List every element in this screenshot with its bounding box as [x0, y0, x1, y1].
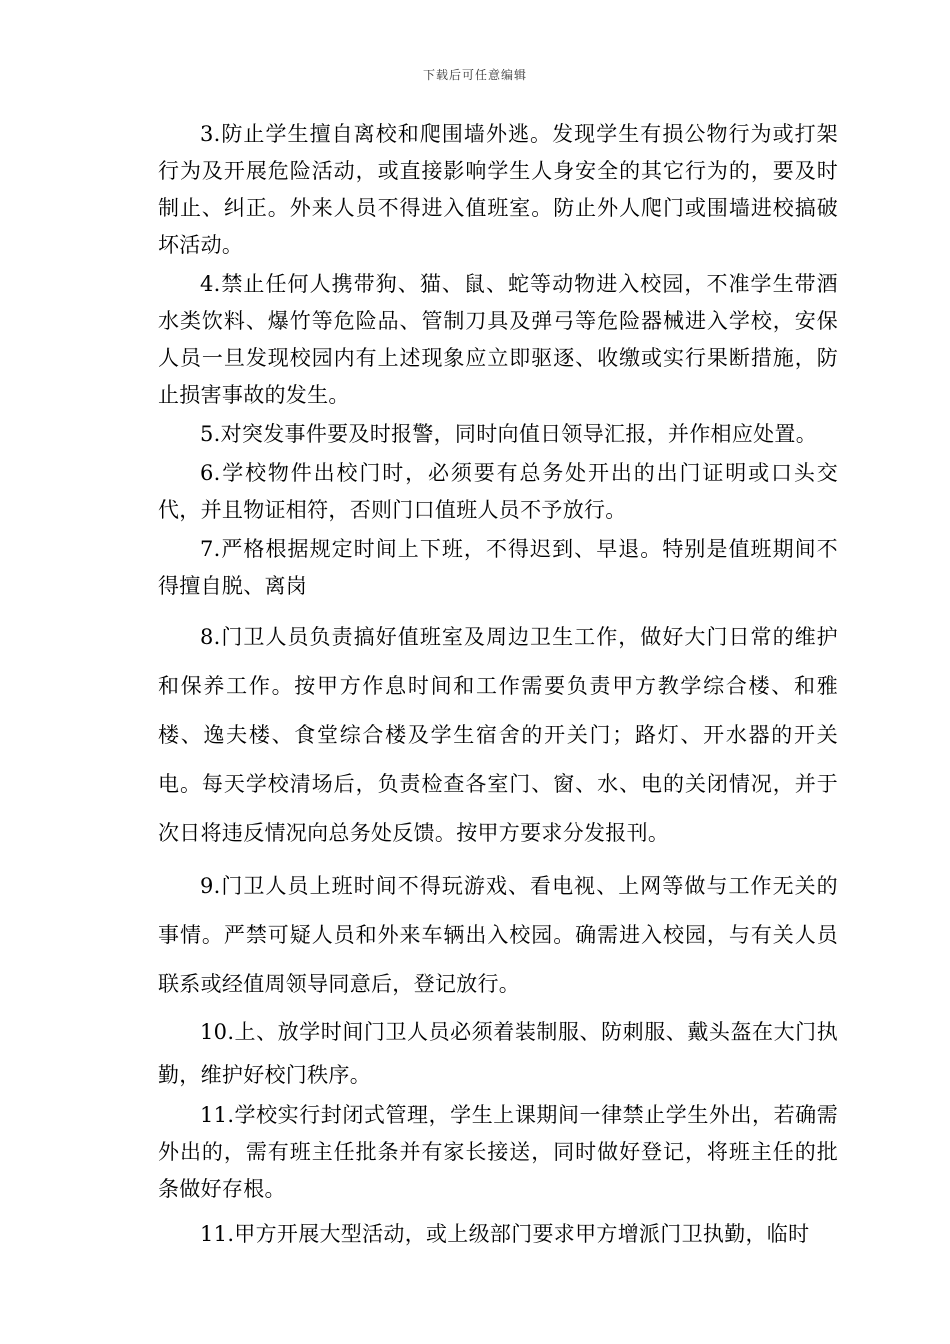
paragraph-7: 7.严格根据规定时间上下班，不得迟到、早退。特别是值班期间不得擅自脱、离岗: [158, 537, 838, 598]
paragraph-8: 8.门卫人员负责搞好值班室及周边卫生工作，做好大门日常的维护和保养工作。按甲方作息时间和工作需要负责甲方教学综合楼、和雅楼、逸夫楼、食堂综合楼及学生宿舍的开关门；路灯、开水器的开关电。每天学校清场后，负责检查各室门、窗、水、电的关闭情况，并于次日将违反情况向总务处反馈。按甲方要求分发报刊。: [158, 625, 838, 845]
paragraph-9: 9.门卫人员上班时间不得玩游戏、看电视、上网等做与工作无关的事情。严禁可疑人员和外来车辆出入校园。确需进入校园，与有关人员联系或经值周领导同意后，登记放行。: [158, 874, 838, 996]
paragraph-11a: 11.学校实行封闭式管理，学生上课期间一律禁止学生外出，若确需外出的，需有班主任批条并有家长接送，同时做好登记，将班主任的批条做好存根。: [158, 1103, 838, 1201]
paragraph-3: 3.防止学生擅自离校和爬围墙外逃。发现学生有损公物行为或打架行为及开展危险活动，或直接影响学生人身安全的其它行为的，要及时制止、纠正。外来人员不得进入值班室。防止外人爬门或围墙进校搞破坏活动。: [158, 122, 838, 257]
paragraph-11b: 11.甲方开展大型活动，或上级部门要求甲方增派门卫执勤，临时: [200, 1222, 810, 1246]
paragraph-4: 4.禁止任何人携带狗、猫、鼠、蛇等动物进入校园，不准学生带酒水类饮料、爆竹等危险品、管制刀具及弹弓等危险器械进入学校，安保人员一旦发现校园内有上述现象应立即驱逐、收缴或实行果断措施，防止损害事故的发生。: [158, 272, 838, 407]
paragraph-6: 6.学校物件出校门时，必须要有总务处开出的出门证明或口头交代，并且物证相符，否则门口值班人员不予放行。: [158, 461, 838, 522]
document-body: [158, 116, 838, 1254]
paragraph-5: 5.对突发事件要及时报警，同时向值日领导汇报，并作相应处置。: [200, 422, 818, 446]
paragraph-10: 10.上、放学时间门卫人员必须着装制服、防刺服、戴头盔在大门执勤，维护好校门秩序。: [158, 1020, 838, 1087]
page-header: 下载后可任意编辑: [422, 68, 527, 82]
